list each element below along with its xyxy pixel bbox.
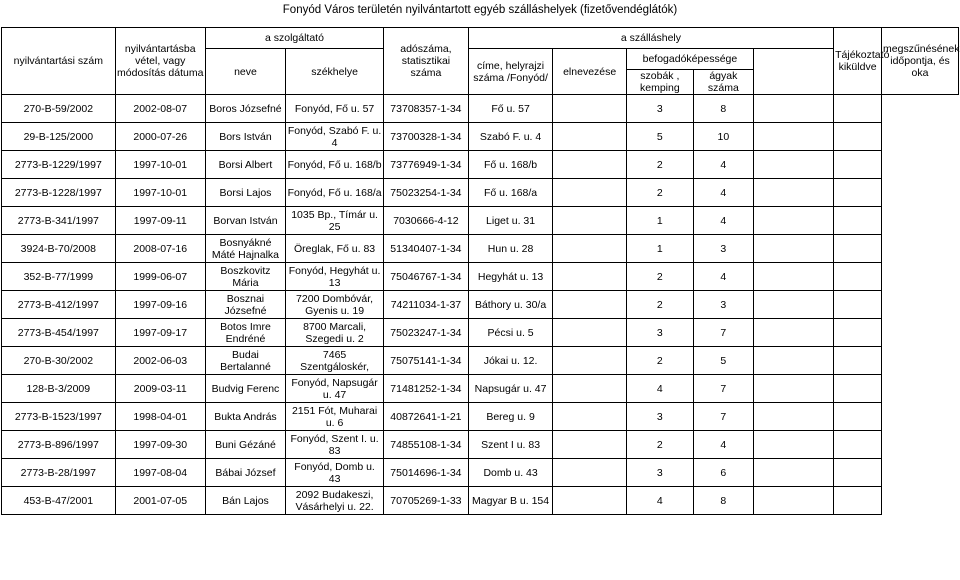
cell-neve: Bosznai Józsefné (205, 291, 285, 319)
cell-datum: 2002-08-07 (115, 95, 205, 123)
cell-szobak: 2 (626, 179, 693, 207)
cell-nyilv-szam: 2773-B-454/1997 (2, 319, 116, 347)
table-row (2, 207, 959, 235)
cell-neve: Borvan István (205, 207, 285, 235)
cell-nyilv-szam: 453-B-47/2001 (2, 487, 116, 515)
cell-datum: 1997-09-30 (115, 431, 205, 459)
cell-szekhely: 7200 Dombóvár, Gyenis u. 19 (286, 291, 384, 319)
cell-agyak: 4 (693, 151, 753, 179)
cell-megszunes (834, 487, 882, 515)
header-cime: címe, helyrajzi száma /Fonyód/ (468, 49, 553, 95)
cell-neve: Budvig Ferenc (205, 375, 285, 403)
cell-agyak: 3 (693, 235, 753, 263)
cell-cim: Domb u. 43 (468, 459, 553, 487)
cell-tajekoztato (753, 179, 833, 207)
cell-cim: Magyar B u. 154 (468, 487, 553, 515)
cell-agyak: 7 (693, 319, 753, 347)
cell-neve: Borsi Lajos (205, 179, 285, 207)
cell-nyilv-szam: 2773-B-341/1997 (2, 207, 116, 235)
cell-cim: Hun u. 28 (468, 235, 553, 263)
cell-adoszam: 74855108-1-34 (384, 431, 469, 459)
cell-megszunes (834, 291, 882, 319)
cell-elnevezes (553, 291, 627, 319)
cell-adoszam: 71481252-1-34 (384, 375, 469, 403)
cell-megszunes (834, 375, 882, 403)
cell-neve: Bosnyákné Máté Hajnalka (205, 235, 285, 263)
cell-adoszam: 75023254-1-34 (384, 179, 469, 207)
cell-cim: Hegyhát u. 13 (468, 263, 553, 291)
cell-adoszam: 51340407-1-34 (384, 235, 469, 263)
cell-adoszam: 75075141-1-34 (384, 347, 469, 375)
header-szobak: szobák , kemping (626, 70, 693, 95)
cell-szekhely: 8700 Marcali, Szegedi u. 2 (286, 319, 384, 347)
cell-szobak: 2 (626, 431, 693, 459)
cell-adoszam: 73708357-1-34 (384, 95, 469, 123)
cell-datum: 2002-06-03 (115, 347, 205, 375)
header-agyak: ágyak száma (693, 70, 753, 95)
cell-neve: Bán Lajos (205, 487, 285, 515)
cell-neve: Boros Józsefné (205, 95, 285, 123)
cell-tajekoztato (753, 123, 833, 151)
cell-szekhely: 1035 Bp., Tímár u. 25 (286, 207, 384, 235)
cell-szekhely: Fonyód, Fő u. 57 (286, 95, 384, 123)
cell-adoszam: 75046767-1-34 (384, 263, 469, 291)
cell-szobak: 4 (626, 487, 693, 515)
cell-tajekoztato (753, 375, 833, 403)
cell-szobak: 5 (626, 123, 693, 151)
cell-datum: 1997-10-01 (115, 179, 205, 207)
cell-tajekoztato (753, 95, 833, 123)
cell-nyilv-szam: 352-B-77/1999 (2, 263, 116, 291)
cell-neve: Bukta András (205, 403, 285, 431)
cell-szekhely: 2092 Budakeszi, Vásárhelyi u. 22. (286, 487, 384, 515)
cell-szobak: 2 (626, 291, 693, 319)
cell-datum: 1997-09-16 (115, 291, 205, 319)
cell-cim: Fő u. 168/b (468, 151, 553, 179)
cell-agyak: 7 (693, 403, 753, 431)
cell-adoszam: 74211034-1-37 (384, 291, 469, 319)
cell-elnevezes (553, 375, 627, 403)
cell-nyilv-szam: 2773-B-412/1997 (2, 291, 116, 319)
cell-adoszam: 73776949-1-34 (384, 151, 469, 179)
cell-szekhely: Öreglak, Fő u. 83 (286, 235, 384, 263)
cell-datum: 2009-03-11 (115, 375, 205, 403)
header-megszunes: megszűnésének időpontja, és oka (882, 28, 959, 95)
cell-elnevezes (553, 319, 627, 347)
cell-agyak: 8 (693, 487, 753, 515)
table-row (2, 375, 959, 403)
cell-szekhely: Fonyód, Domb u. 43 (286, 459, 384, 487)
header-befogado: befogadóképessége (626, 49, 753, 70)
cell-szekhely: Fonyód, Hegyhát u. 13 (286, 263, 384, 291)
cell-szobak: 2 (626, 263, 693, 291)
cell-megszunes (834, 431, 882, 459)
header-tajekoztato: Tájékoztató kiküldve (834, 28, 882, 95)
cell-szekhely: 2151 Fót, Muharai u. 6 (286, 403, 384, 431)
cell-cim: Bereg u. 9 (468, 403, 553, 431)
cell-szobak: 2 (626, 347, 693, 375)
cell-agyak: 4 (693, 179, 753, 207)
cell-szekhely: Fonyód, Szent I. u. 83 (286, 431, 384, 459)
cell-elnevezes (553, 123, 627, 151)
cell-cim: Báthory u. 30/a (468, 291, 553, 319)
accommodation-table (1, 27, 959, 515)
cell-tajekoztato (753, 319, 833, 347)
cell-megszunes (834, 347, 882, 375)
cell-cim: Szabó F. u. 4 (468, 123, 553, 151)
cell-szobak: 1 (626, 207, 693, 235)
cell-elnevezes (553, 95, 627, 123)
cell-szekhely: Fonyód, Fő u. 168/b (286, 151, 384, 179)
cell-megszunes (834, 179, 882, 207)
cell-tajekoztato (753, 459, 833, 487)
cell-adoszam: 70705269-1-33 (384, 487, 469, 515)
cell-elnevezes (553, 347, 627, 375)
header-szallashely: a szálláshely (468, 28, 833, 49)
cell-neve: Botos Imre Endréné (205, 319, 285, 347)
cell-tajekoztato (753, 431, 833, 459)
table-row (2, 179, 959, 207)
cell-datum: 1998-04-01 (115, 403, 205, 431)
page-title: Fonyód Város területén nyilvántartott egyéb szálláshelyek (fizetővendéglátók) (282, 4, 678, 16)
cell-tajekoztato (753, 487, 833, 515)
table-row (2, 459, 959, 487)
cell-adoszam: 7030666-4-12 (384, 207, 469, 235)
cell-elnevezes (553, 151, 627, 179)
cell-cim: Jókai u. 12. (468, 347, 553, 375)
cell-tajekoztato (753, 347, 833, 375)
cell-elnevezes (553, 207, 627, 235)
cell-agyak: 5 (693, 347, 753, 375)
cell-megszunes (834, 263, 882, 291)
cell-elnevezes (553, 263, 627, 291)
cell-megszunes (834, 403, 882, 431)
cell-tajekoztato (753, 291, 833, 319)
cell-szobak: 3 (626, 95, 693, 123)
table-row (2, 403, 959, 431)
table-row (2, 291, 959, 319)
table-row (2, 319, 959, 347)
cell-szekhely: Fonyód, Szabó F. u. 4 (286, 123, 384, 151)
cell-szobak: 3 (626, 459, 693, 487)
cell-adoszam: 75014696-1-34 (384, 459, 469, 487)
cell-tajekoztato (753, 403, 833, 431)
cell-szekhely: 7465 Szentgáloskér, (286, 347, 384, 375)
cell-datum: 2001-07-05 (115, 487, 205, 515)
cell-agyak: 4 (693, 431, 753, 459)
cell-elnevezes (553, 487, 627, 515)
cell-tajekoztato (753, 151, 833, 179)
cell-tajekoztato (753, 235, 833, 263)
table-body (2, 95, 959, 515)
cell-neve: Budai Bertalanné (205, 347, 285, 375)
cell-nyilv-szam: 128-B-3/2009 (2, 375, 116, 403)
cell-elnevezes (553, 179, 627, 207)
cell-nyilv-szam: 3924-B-70/2008 (2, 235, 116, 263)
cell-nyilv-szam: 270-B-59/2002 (2, 95, 116, 123)
cell-adoszam: 75023247-1-34 (384, 319, 469, 347)
header-elnevezese: elnevezése (553, 49, 627, 95)
cell-neve: Borsi Albert (205, 151, 285, 179)
cell-tajekoztato (753, 207, 833, 235)
cell-szobak: 3 (626, 319, 693, 347)
cell-megszunes (834, 151, 882, 179)
cell-cim: Pécsi u. 5 (468, 319, 553, 347)
header-neve: neve (205, 49, 285, 95)
table-row (2, 263, 959, 291)
cell-agyak: 4 (693, 207, 753, 235)
cell-megszunes (834, 207, 882, 235)
cell-szekhely: Fonyód, Napsugár u. 47 (286, 375, 384, 403)
cell-megszunes (834, 459, 882, 487)
header-szolgaltato: a szolgáltató (205, 28, 383, 49)
cell-datum: 1997-09-11 (115, 207, 205, 235)
cell-neve: Bors István (205, 123, 285, 151)
cell-elnevezes (553, 235, 627, 263)
cell-datum: 1997-10-01 (115, 151, 205, 179)
cell-adoszam: 40872641-1-21 (384, 403, 469, 431)
cell-szekhely: Fonyód, Fő u. 168/a (286, 179, 384, 207)
cell-datum: 1997-08-04 (115, 459, 205, 487)
table-row (2, 235, 959, 263)
cell-elnevezes (553, 459, 627, 487)
cell-cim: Fő u. 168/a (468, 179, 553, 207)
cell-elnevezes (553, 431, 627, 459)
cell-cim: Napsugár u. 47 (468, 375, 553, 403)
cell-agyak: 8 (693, 95, 753, 123)
table-row (2, 151, 959, 179)
cell-nyilv-szam: 2773-B-28/1997 (2, 459, 116, 487)
cell-nyilv-szam: 2773-B-1229/1997 (2, 151, 116, 179)
cell-nyilv-szam: 2773-B-1523/1997 (2, 403, 116, 431)
cell-megszunes (834, 319, 882, 347)
header-szekhelye: székhelye (286, 49, 384, 95)
cell-datum: 1997-09-17 (115, 319, 205, 347)
cell-szobak: 2 (626, 151, 693, 179)
cell-datum: 2000-07-26 (115, 123, 205, 151)
header-adoszam: adószáma, statisztikai száma (384, 28, 469, 95)
cell-nyilv-szam: 2773-B-896/1997 (2, 431, 116, 459)
cell-agyak: 4 (693, 263, 753, 291)
header-datum: nyilvántartásba vétel, vagy módosítás dátuma (115, 28, 205, 95)
cell-neve: Bábai József (205, 459, 285, 487)
cell-datum: 1999-06-07 (115, 263, 205, 291)
cell-neve: Boszkovitz Mária (205, 263, 285, 291)
cell-megszunes (834, 235, 882, 263)
cell-cim: Fő u. 57 (468, 95, 553, 123)
cell-neve: Buni Gézáné (205, 431, 285, 459)
cell-elnevezes (553, 403, 627, 431)
cell-nyilv-szam: 29-B-125/2000 (2, 123, 116, 151)
table-row (2, 431, 959, 459)
cell-szobak: 1 (626, 235, 693, 263)
cell-cim: Liget u. 31 (468, 207, 553, 235)
table-row (2, 487, 959, 515)
table-row (2, 123, 959, 151)
cell-agyak: 7 (693, 375, 753, 403)
cell-nyilv-szam: 2773-B-1228/1997 (2, 179, 116, 207)
table-row (2, 347, 959, 375)
cell-szobak: 4 (626, 375, 693, 403)
cell-megszunes (834, 95, 882, 123)
cell-megszunes (834, 123, 882, 151)
header-nyilv-szam: nyilvántartási szám (2, 28, 116, 95)
cell-cim: Szent I u. 83 (468, 431, 553, 459)
cell-datum: 2008-07-16 (115, 235, 205, 263)
cell-agyak: 10 (693, 123, 753, 151)
cell-szobak: 3 (626, 403, 693, 431)
cell-tajekoztato (753, 263, 833, 291)
table-row (2, 95, 959, 123)
cell-adoszam: 73700328-1-34 (384, 123, 469, 151)
cell-agyak: 3 (693, 291, 753, 319)
cell-agyak: 6 (693, 459, 753, 487)
cell-nyilv-szam: 270-B-30/2002 (2, 347, 116, 375)
